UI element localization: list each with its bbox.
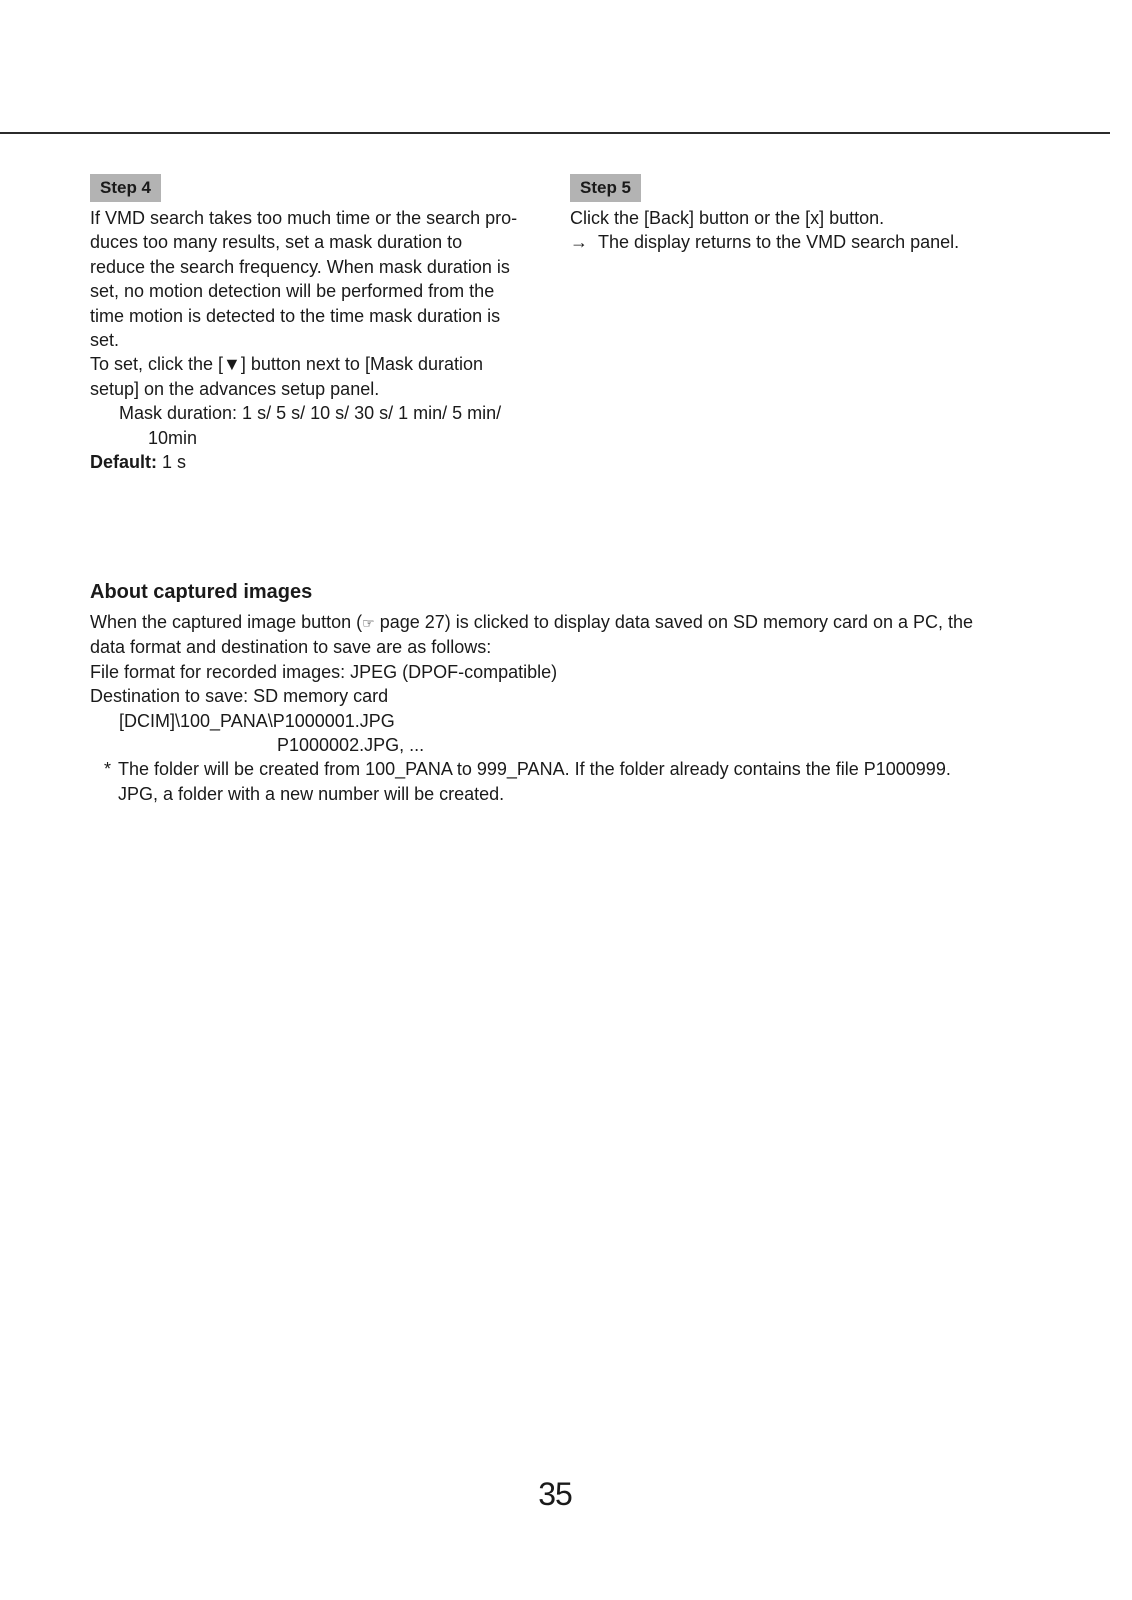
page-number: 35 — [538, 1476, 572, 1512]
footnote — [90, 757, 1050, 806]
mask-duration-options: Mask duration: 1 s/ 5 s/ 10 s/ 30 s/ 1 min/ 5 min/ — [119, 403, 502, 424]
step5-line-1: Click the [Back] button or the [x] button. — [570, 208, 885, 228]
intro-line-2: data format and destination to save are as follows: — [90, 637, 492, 658]
mask-duration-options-cont: 10min — [148, 427, 198, 448]
step5-result-text: The display returns to the VMD search panel. — [598, 232, 960, 253]
asterisk-icon: * — [104, 759, 112, 780]
default-value-line — [90, 450, 550, 474]
section-title: About captured images — [90, 581, 313, 603]
step4-line-6: set. — [90, 330, 120, 351]
arrow-right-icon: → — [570, 232, 588, 253]
page-reference-icon: ☞ — [362, 615, 375, 631]
step4-line-8: setup] on the advances setup panel. — [90, 378, 380, 399]
step4-line-5: time motion is detected to the time mask duration is — [90, 305, 501, 326]
default-label: Default: — [90, 452, 157, 473]
about-captured-images-section — [90, 578, 1050, 806]
step5-result-line — [570, 230, 1050, 254]
footnote-line-1: The folder will be created from 100_PANA to 999_PANA. If the folder already contains the file P1000999. — [118, 759, 951, 780]
step4-badge: Step 4 — [90, 174, 161, 202]
step5-badge: Step 5 — [570, 174, 641, 202]
step4-line-2: duces too many results, set a mask duration to — [90, 232, 463, 253]
file-format-line: File format for recorded images: JPEG (DPOF-compatible) — [90, 661, 558, 682]
path-line-2: P1000002.JPG, ... — [277, 735, 425, 756]
step4-line-1: If VMD search takes too much time or the search pro- — [90, 208, 518, 228]
footnote-line-2: JPG, a folder with a new number will be created. — [118, 783, 505, 804]
intro-part-1: When the captured image button ( — [90, 612, 363, 632]
step4-line-4: set, no motion detection will be performed from the — [90, 281, 495, 302]
step4-line-3: reduce the search frequency. When mask duration is — [90, 256, 510, 277]
step5-block — [570, 174, 1050, 255]
intro-part-2: page 27) is clicked to display data saved on SD memory card on a PC, the — [374, 612, 974, 632]
path-line-1: [DCIM]\100_PANA\P1000001.JPG — [119, 710, 395, 731]
intro-line-1 — [90, 610, 1050, 635]
footnote-text — [118, 757, 951, 806]
top-rule — [0, 132, 1110, 134]
destination-line: Destination to save: SD memory card — [90, 686, 389, 707]
default-value: 1 s — [157, 452, 187, 473]
step4-block — [90, 174, 550, 474]
step4-line-7: To set, click the [▼] button next to [Mask duration — [90, 354, 484, 375]
